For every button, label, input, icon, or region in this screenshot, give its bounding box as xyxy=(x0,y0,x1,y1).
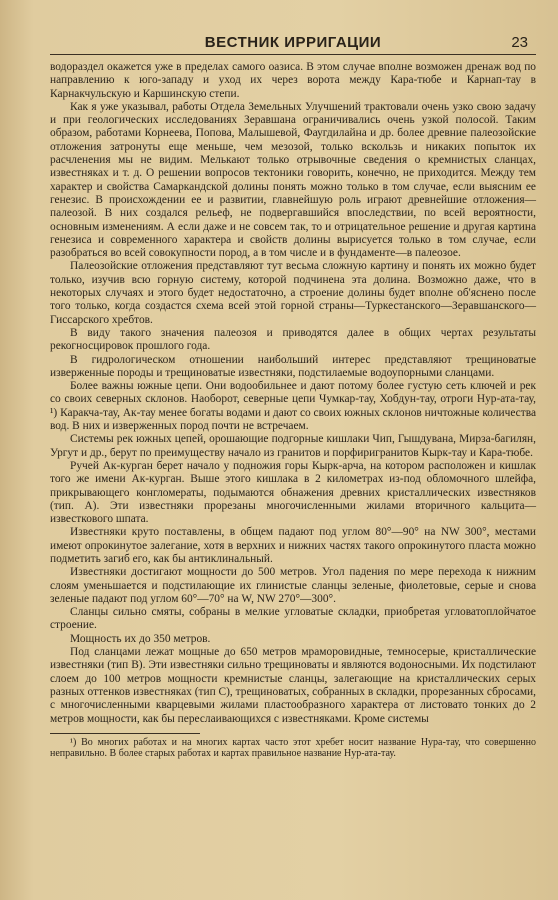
paragraph: Мощность их до 350 метров. xyxy=(70,632,211,645)
paragraph: Под сланцами лежат мощные до 650 метров мраморовидные, темносерые, кристаллические известняки (тип В). Эти известняки сильно трещиноваты и являются водоносными. Их подстилают слоем до 100 метров мощности кремнистые сланцы, залегающие на кристаллических серых разных оттенков известняках (тип С), трещиноватых, собранных в складки, прорезанных сбросами, с многочисленными кварцевыми жилами пластообразного характера от листовато тонких до 2 метров мощности, как бы переслаивающихся с известняками. Кроме системы xyxy=(50,646,536,725)
footnote-text: ¹) Во многих работах и на многих картах часто этот хребет носит название Нура-тау, что совершенно неправильно. В более старых работах и картах правильное название Нур-ата-тау. xyxy=(50,736,536,760)
article-body xyxy=(50,61,536,726)
paragraph: В виду такого значения палеозоя и приводятся далее в общих чертах результаты рекогносцировок прошлого года. xyxy=(50,326,536,353)
footnote xyxy=(50,737,536,760)
paragraph: Известняки достигают мощности до 500 метров. Угол падения по мере перехода к нижним слоям уменьшается и подстилающие их глинистые сланцы зеленые, фиолетовые, серые и снова зеленые падают под углом 60°—70° на W, NW 270°—300°. xyxy=(50,566,536,605)
paragraph: Как я уже указывал, работы Отдела Земельных Улучшений трактовали очень узко свою задачу и при геологических исследованиях Зеравшана ограничивались очень узкой полосой. Таким образом, работами Корнеева, Попова, Малышевой, Фаугдилайна и др. более древние палеозойские отложения затронуты еще меньше, чем мезозой, только вскользь и никаких попыток их расчленения мы не видим. Мелькают только отрывочные сведения о кремнистых сланцах, известняках и т. д. О решении вопросов тектоники говорить, конечно, не приходится. Между тем характер и свойства Самаркандской долины понять можно только в том случае, если выясним ее генезис. В происхождении ее и развитии, главнейшую роль играют древнейшие отложения—палеозой. В них создался рельеф, не подвергавшийся впоследствии, по всей вероятности, основным изменениям. А если даже и не совсем так, то и отрицательное решение и другая картина генезиса и современного характера и свойств долины вырисуется только в том случае, если разобраться во всей совокупности пород, а в том числе и в фундаменте—в палеозое. xyxy=(50,100,536,260)
paragraph: Более важны южные цепи. Они водообильнее и дают потому более густую сеть ключей и рек со своих северных склонов. Наоборот, северные цепи Чумкар-тау, Хобдун-тау, отроги Нур-ата-тау, ¹) Каракча-тау, Ак-тау менее богаты водами и дают со своих южных склонов ничтожные количества вод. В них и изверженных пород почти не встречаем. xyxy=(50,380,536,433)
paragraph: Системы рек южных цепей, орошающие подгорные кишлаки Чип, Гышдувана, Мирза-багилян, Ургут и др., берут по преимуществу начало из гранитов и порфиригранитов Кырк-тау и Кара-тюбе. xyxy=(50,433,536,459)
paragraph: Известняки круто поставлены, в общем падают под углом 80°—90° на NW 300°, местами имеют опрокинутое залегание, хотя в верхних и нижних частях такого опрокинутого пласта можно подметить загиб его, как бы антиклинальный. xyxy=(50,526,536,565)
journal-title: ВЕСТНИК ИРРИГАЦИИ xyxy=(204,34,382,51)
paragraph: водораздел окажется уже в пределах самого оазиса. В этом случае вполне возможен дренаж вод по направлению к юго-западу и уход их через ворота между Кара-тюбе и Карнап-тау в Карнакчульскую и Каршинскую степи. xyxy=(50,61,536,100)
running-header xyxy=(50,32,536,55)
paragraph: Сланцы сильно смяты, собраны в мелкие угловатые складки, приобретая угловатоплойчатое строение. xyxy=(50,606,536,632)
paragraph: Палеозойские отложения представляют тут весьма сложную картину и понять их можно будет только, изучив всю горную систему, которой подчинена эта долина. Возможно даже, что в некоторых случаях и этого будет недостаточно, а строение долины будет вполне об'яснено после того только, когда создастся схема всей этой горной страны—Туркестанского—Зеравшанского—Гиссарского хребтов. xyxy=(50,260,536,326)
paragraph: Ручей Ак-курган берет начало у подножия горы Кырк-арча, на котором расположен и кишлак того же имени Ак-курган. Выше этого кишлака в 2 километрах из-под обломочного шлейфа, прикрывающего конгломераты, подымаются обнажения древних кристаллических известняков (тип. А). Эти известняки прорезаны многочисленными жилами вторичного кальцита—известкового шпата. xyxy=(50,459,536,526)
paragraph: В гидрологическом отношении наибольший интерес представляют трещиноватые изверженные породы и трещиноватые известняки, подстилаемые водоупорными сланцами. xyxy=(50,353,536,379)
footnote-divider xyxy=(50,733,200,734)
page-number: 23 xyxy=(511,34,528,51)
